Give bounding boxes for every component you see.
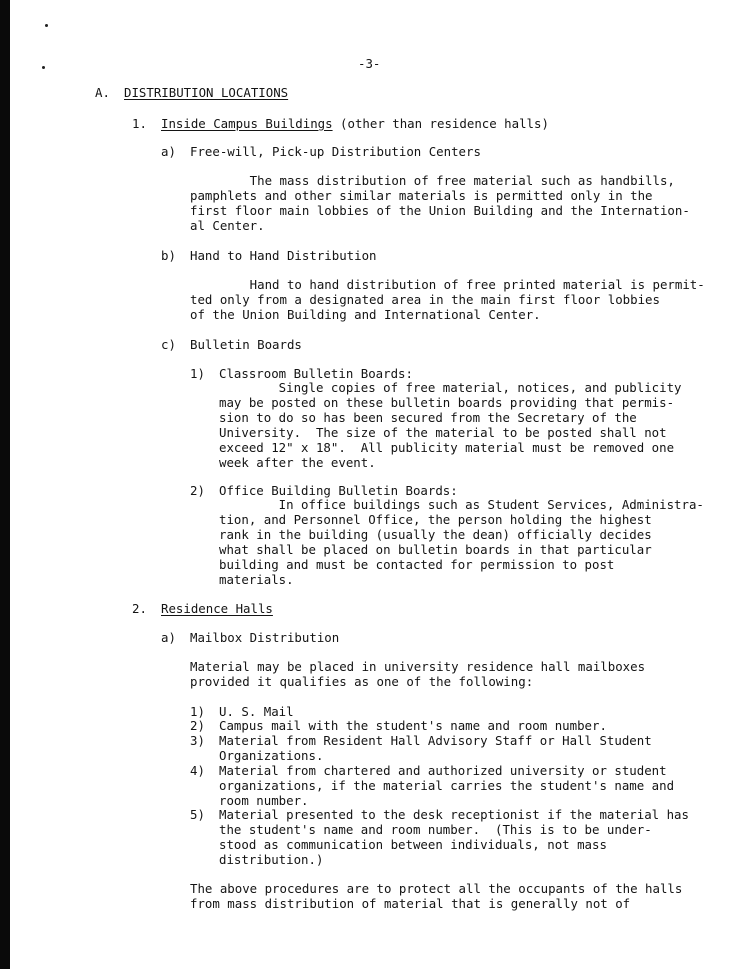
- mailbox-item-2-marker: 2): [190, 718, 205, 733]
- scan-edge-bar: [0, 0, 10, 969]
- mailbox-item-3-marker: 3): [190, 733, 205, 748]
- mailbox-item-3-text: Material from Resident Hall Advisory Staff or Hall Student Organizations.: [219, 733, 652, 763]
- mailbox-title: Mailbox Distribution: [190, 630, 340, 645]
- subsection-1-heading: [161, 116, 549, 131]
- scan-speck: [42, 66, 45, 69]
- mailbox-item-5-text: Material presented to the desk receptionist if the material has the student's name and room number. (This is to be under- stood as communication between individuals, not mass distribution.): [219, 807, 689, 867]
- item-a-title: Free-will, Pick-up Distribution Centers: [190, 144, 481, 159]
- mailbox-item-1-marker: 1): [190, 704, 205, 719]
- section-title: DISTRIBUTION LOCATIONS: [124, 85, 289, 100]
- bulletin-item-2-marker: 2): [190, 483, 205, 498]
- item-c-title: Bulletin Boards: [190, 337, 302, 352]
- mailbox-item-5-marker: 5): [190, 807, 205, 822]
- mailbox-item-4-text: Material from chartered and authorized university or student organizations, if the material carries the student's name and room number.: [219, 763, 675, 808]
- item-b-title: Hand to Hand Distribution: [190, 248, 377, 263]
- bulletin-item-1-text: Single copies of free material, notices, and publicity may be posted on these bulletin boards providing that permis- sion to do so has been secured from the Secretary of the University. The size of the material to be posted shall not exceed 12" x 18". All publicity material must be removed one week after the event.: [219, 380, 682, 470]
- bulletin-item-1-marker: 1): [190, 366, 205, 381]
- section-marker: A.: [95, 85, 110, 100]
- bulletin-item-2-title: Office Building Bulletin Boards:: [219, 483, 458, 498]
- bulletin-item-2-text: In office buildings such as Student Services, Administra- tion, and Personnel Office, the person holding the highest rank in the building (usually the dean) officially decides what shall be placed on bulletin boards in that particular building and must be contacted for permission to post materials.: [219, 497, 704, 587]
- item-b-text: Hand to hand distribution of free printed material is permit- ted only from a designated area in the main first floor lobbies of the Union Building and International Center.: [190, 277, 705, 322]
- item-a-marker: a): [161, 144, 176, 159]
- subsection-1-title: Inside Campus Buildings: [161, 116, 333, 131]
- item-c-marker: c): [161, 337, 176, 352]
- mailbox-item-1-text: U. S. Mail: [219, 704, 294, 719]
- subsection-2-title: Residence Halls: [161, 601, 273, 616]
- bulletin-item-1-title: Classroom Bulletin Boards:: [219, 366, 413, 381]
- mailbox-item-2-text: Campus mail with the student's name and room number.: [219, 718, 607, 733]
- closing-paragraph: The above procedures are to protect all the occupants of the halls from mass distribution of material that is generally not of: [190, 881, 683, 911]
- subsection-1-title-suffix: (other than residence halls): [332, 116, 549, 131]
- page-number: -3-: [358, 56, 381, 71]
- mailbox-marker: a): [161, 630, 176, 645]
- mailbox-item-4-marker: 4): [190, 763, 205, 778]
- subsection-2-marker: 2.: [132, 601, 147, 616]
- scan-speck: [45, 24, 48, 27]
- item-b-marker: b): [161, 248, 176, 263]
- item-a-text: The mass distribution of free material such as handbills, pamphlets and other similar materials is permitted only in the first floor main lobbies of the Union Building and the Internation- al Center.: [190, 173, 690, 233]
- mailbox-intro: Material may be placed in university residence hall mailboxes provided it qualifies as one of the following:: [190, 659, 646, 689]
- subsection-1-marker: 1.: [132, 116, 147, 131]
